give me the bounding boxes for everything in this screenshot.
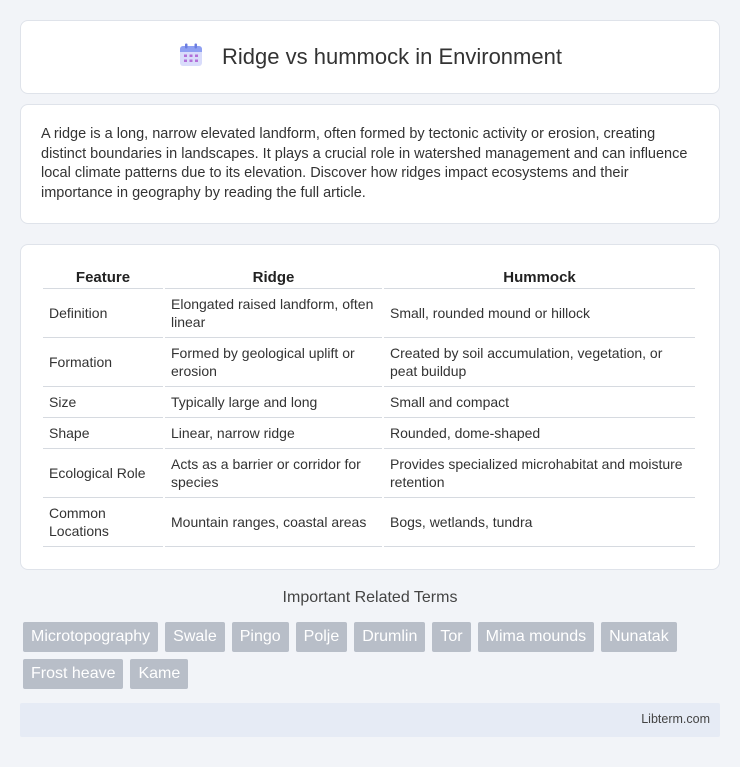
row-ridge: Acts as a barrier or corridor for species xyxy=(165,449,382,498)
tag-frost-heave[interactable]: Frost heave xyxy=(23,659,123,689)
row-ridge: Linear, narrow ridge xyxy=(165,418,382,449)
table-row xyxy=(43,498,695,547)
row-ridge: Formed by geological uplift or erosion xyxy=(165,338,382,387)
row-ridge: Typically large and long xyxy=(165,387,382,418)
footer-site-link[interactable]: Libterm.com xyxy=(641,712,710,726)
tag-kame[interactable]: Kame xyxy=(130,659,188,689)
row-hummock: Provides specialized microhabitat and moisture retention xyxy=(384,449,695,498)
row-feature: Definition xyxy=(43,289,163,338)
tag-drumlin[interactable]: Drumlin xyxy=(354,622,425,652)
row-feature: Formation xyxy=(43,338,163,387)
table-header-row xyxy=(43,265,695,289)
row-hummock: Rounded, dome-shaped xyxy=(384,418,695,449)
row-ridge: Mountain ranges, coastal areas xyxy=(165,498,382,547)
related-terms-list xyxy=(23,622,713,689)
header-ridge: Ridge xyxy=(165,265,382,289)
header-feature: Feature xyxy=(43,265,163,289)
intro-card xyxy=(20,104,720,224)
calendar-icon xyxy=(178,42,204,73)
row-feature: Size xyxy=(43,387,163,418)
row-feature: Ecological Role xyxy=(43,449,163,498)
table-row xyxy=(43,418,695,449)
row-hummock: Small, rounded mound or hillock xyxy=(384,289,695,338)
header-card xyxy=(20,20,720,94)
tag-tor[interactable]: Tor xyxy=(432,622,470,652)
table-row xyxy=(43,289,695,338)
tag-pingo[interactable]: Pingo xyxy=(232,622,289,652)
footer xyxy=(20,703,720,737)
intro-text: A ridge is a long, narrow elevated landform, often formed by tectonic activity or erosion, creating distinct boundaries in landscapes. It plays a crucial role in watershed management and can influence local climate patterns due to its elevation. Discover how ridges impact ecosystems and their importance in geography by reading the full article. xyxy=(41,126,688,201)
comparison-table xyxy=(41,265,697,547)
title-wrap xyxy=(178,42,562,73)
tag-nunatak[interactable]: Nunatak xyxy=(601,622,677,652)
tag-polje[interactable]: Polje xyxy=(296,622,348,652)
table-row xyxy=(43,338,695,387)
related-terms-title: Important Related Terms xyxy=(282,589,458,606)
table-row xyxy=(43,387,695,418)
row-hummock: Created by soil accumulation, vegetation, or peat buildup xyxy=(384,338,695,387)
header-hummock: Hummock xyxy=(384,265,695,289)
row-hummock: Small and compact xyxy=(384,387,695,418)
row-hummock: Bogs, wetlands, tundra xyxy=(384,498,695,547)
row-feature: Shape xyxy=(43,418,163,449)
tag-microtopography[interactable]: Microtopography xyxy=(23,622,158,652)
comparison-card xyxy=(20,244,720,570)
row-ridge: Elongated raised landform, often linear xyxy=(165,289,382,338)
tag-mima-mounds[interactable]: Mima mounds xyxy=(478,622,594,652)
page-title: Ridge vs hummock in Environment xyxy=(222,44,562,69)
table-row xyxy=(43,449,695,498)
tag-swale[interactable]: Swale xyxy=(165,622,225,652)
row-feature: Common Locations xyxy=(43,498,163,547)
